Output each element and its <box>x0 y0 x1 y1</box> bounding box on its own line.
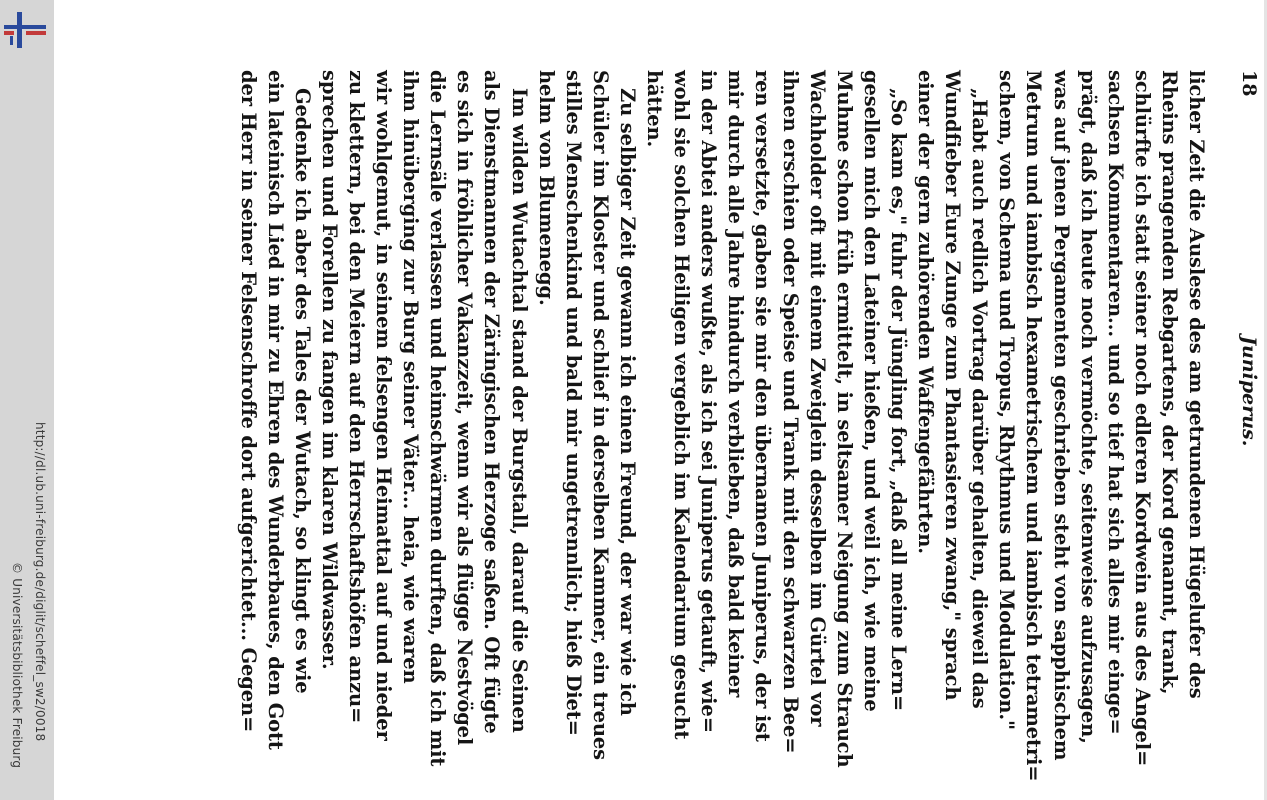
running-head: Juniperus. <box>1238 336 1260 447</box>
text-line: wir wohlgemut, in seinem felsengen Heimattal auf und nieder <box>372 70 395 741</box>
text-line: helm von Blumenegg. <box>534 70 558 306</box>
copyright-notice: © Universitätsbibliothek Freiburg <box>10 562 24 769</box>
source-url[interactable]: http://dl.ub.uni-freiburg.de/diglit/scheffel_sw2/0018 <box>33 422 47 742</box>
page-number: 18 <box>1238 70 1260 97</box>
text-line: ein lateinisch Lied in mir zu Ehren des Wunderbaues, den Gott <box>263 70 287 750</box>
text-line: es sich in fröhlicher Vakanzzeit, wenn wir als flügge Nestvögel <box>453 70 477 746</box>
text-line: Wundfieber Eure Zunge zum Phantasieren zwang," sprach <box>941 70 965 701</box>
text-line: stilles Menschenkind und bald mir ungetrennlich; hieß Diet= <box>561 70 585 736</box>
text-line: „Habt auch redlich Vortrag darüber gehalten, dieweil das <box>968 88 992 709</box>
text-line: Rheins prangenden Rebgartens, der Kord genannt, trank, <box>1157 70 1181 695</box>
text-line: zu klettern, bei den Meiern auf den Herrschaftshöfen anzu= <box>344 70 368 724</box>
text-line: licher Zeit die Auslese des am getrundenen Hügelufer des <box>1185 70 1208 699</box>
text-line: einer der gern zuhörenden Waffengefährten. <box>914 70 937 554</box>
text-line: Im wilden Wutachtal stand der Burgstall, darauf die Seinen <box>507 88 531 733</box>
text-line: Zu selbiger Zeit gewann ich einen Freund, der war wie ich <box>615 88 639 716</box>
text-line: sprechen und Forellen zu fangen im klaren Wildwasser. <box>317 70 341 670</box>
text-line: Schüler im Kloster und schlief in derselben Kammer, ein treues <box>588 70 612 760</box>
text-line: in der Abtei anders wußte, als ich sei Juniperus getauft, wie= <box>697 70 721 733</box>
text-line: ren versetzte, gaben sie mir den übernamen Juniperus, der ist <box>751 70 775 742</box>
text-line: sachsen Kommentaren... und so tief hat sich alles mir einge= <box>1103 70 1127 735</box>
text-line: schem, von Schema und Tropus, Rhythmus und Modulation." <box>995 70 1019 731</box>
sidebar <box>0 0 54 800</box>
text-line: hätten. <box>643 70 666 148</box>
text-line: schlürfte ich statt seiner noch edleren Kordwein aus des Angel= <box>1130 70 1154 767</box>
book-page <box>54 0 1267 800</box>
text-line: Muhme schon früh ermittelt, in seltsamer Neigung zum Strauch <box>832 70 856 768</box>
text-line: die Lernsäle verlassen und heimschwärmen durften, daß ich mit <box>426 70 450 767</box>
text-line: was auf jenen Pergamenten geschrieben steht von sapphischem <box>1049 70 1073 761</box>
text-line: „So kam es," fuhr der Jüngling fort, „daß all meine Lern= <box>886 88 910 712</box>
text-line: Metrum und iambisch hexametrischem und iambisch tetrametri= <box>1022 70 1046 782</box>
text-line: gesellen mich den Lateiner hießen, und weil ich, wie meine <box>859 70 883 712</box>
text-line: als Dienstmannen der Zäringischen Herzoge saßen. Oft fügte <box>480 70 504 734</box>
text-line: mir durch alle Jahre hindurch verblieben, daß bald keiner <box>724 70 748 698</box>
text-line: prägt, daß ich heute noch vermöchte, seitenweise aufzusagen, <box>1076 70 1100 744</box>
text-line: Wachholder oft mit einem Zweiglein desselben im Gürtel vor <box>805 70 829 727</box>
text-line: Gedenke ich aber des Tales der Wutach, so klingt es wie <box>290 88 314 694</box>
text-line: ihm hinüberging zur Burg seiner Väter... heia, wie waren <box>399 70 423 684</box>
university-library-logo-icon[interactable] <box>4 8 46 52</box>
text-line: wohl sie solchen Heiligen vergeblich im Kalendarium gesucht <box>670 70 694 740</box>
text-line: der Herr in seiner Felsenschroffe dort aufgerichtet... Gegen= <box>236 70 260 733</box>
text-line: ihnen erschien oder Speise und Trank mit den schwarzen Bee= <box>778 70 802 754</box>
